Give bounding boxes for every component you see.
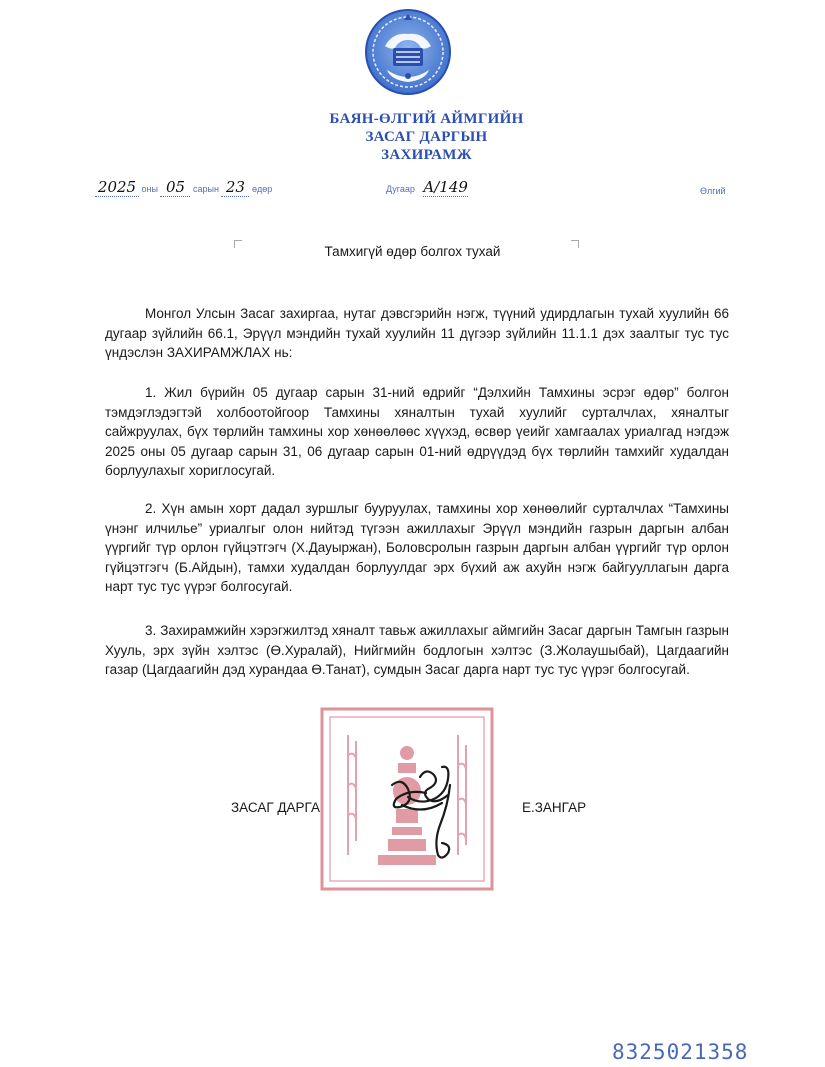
signatory-name: Е.ЗАНГАР [522,800,587,815]
org-line-3: ЗАХИРАМЖ [381,147,472,163]
paragraph-item-2: 2. Хүн амын хорт дадал зуршлыг бууруулах, тамхины хор хөнөөлийг сурталчлах “Тамхины үнэнг илчилье” уриалгыг олон нийтэд түгээн ажиллахыг Эрүүл мэндийн газрын даргын албан үүргийг түр орлон гүйцэтгэгч (Х.Дауыржан), Боловсролын газрын даргын албан үүргийг түр орлон гүйцэтгэгч (Б.Айдын), тамхи худалдан борлуулдаг эрх бүхий аж ахуйн нэгж байгууллагын дарга нарт тус тус үүрэг болгосугай. [105,501,729,594]
date-day-label: өдөр [251,184,273,194]
document-place: Өлгий [700,186,726,196]
date-day: 23 [225,178,246,196]
document-number [386,178,468,204]
document-date [95,178,272,204]
document-subject: Тамхигүй өдөр болгох тухай [324,244,501,259]
signatory-title: ЗАСАГ ДАРГА [231,800,320,815]
handwritten-signature-icon [372,755,482,870]
paragraph-item-1: 1. Жил бүрийн 05 дугаар сарын 31-ний өдрийг “Дэлхийн Тамхины эсрэг өдөр” болгон тэмдэглэдэгтэй холбоотойгоор Тамхины хяналтын тухай хуулийг сурталчлах, хяналтыг сайжруулах, бүх төрлийн тамхины хор хөнөөлөөс хүүхэд, өсвөр үеийг хамгаалах уриалгад нэгдэж 2025 оны 05 дугаар сарын 31, 06 дугаар сарын 01-ний өдрүүдэд бүх төрлийн тамхийг худалдан борлуулахыг хориглосугай. [105,385,729,478]
org-line-2: ЗАСАГ ДАРГЫН [365,129,488,145]
paragraph-item-3: 3. Захирамжийн хэрэгжилтэд хяналт тавьж ажиллахыг аймгийн Засаг даргын Тамгын газрын Хууль, эрх зүйн хэлтэс (Ө.Хуралай), Нийгмийн бодлогын хэлтэс (З.Жолаушыбай), Цагдаагийн газар (Цагдаагийн дэд хурандаа Ө.Танат), сумдын Засаг дарга нарт тус тус үүрэг болгосугай. [105,623,729,677]
date-month: 05 [165,178,186,196]
number-value: A/149 [423,178,468,196]
org-line-1: БАЯН-ӨЛГИЙ АЙМГИЙН [329,111,524,127]
number-label: Дугаар [386,184,415,194]
date-month-label: сарын [193,184,219,194]
mongolia-state-emblem-icon [363,6,453,98]
paragraph-preamble: Монгол Улсын Засаг захиргаа, нутаг дэвсгэрийн нэгж, түүний удирдлагын тухай хуулийн 66 дугаар зүйлийн 66.1, Эрүүл мэндийн тухай хуулийн 11 дүгээр зүйлийн 11.1.1 дэх заалтыг тус тус үндэслэн ЗАХИРАМЖЛАХ нь: [105,306,729,360]
issuing-organization-header [0,110,825,164]
date-year: 2025 [97,178,137,196]
date-year-label: оны [141,184,158,194]
document-serial-number: 8325021358 [612,1040,749,1064]
